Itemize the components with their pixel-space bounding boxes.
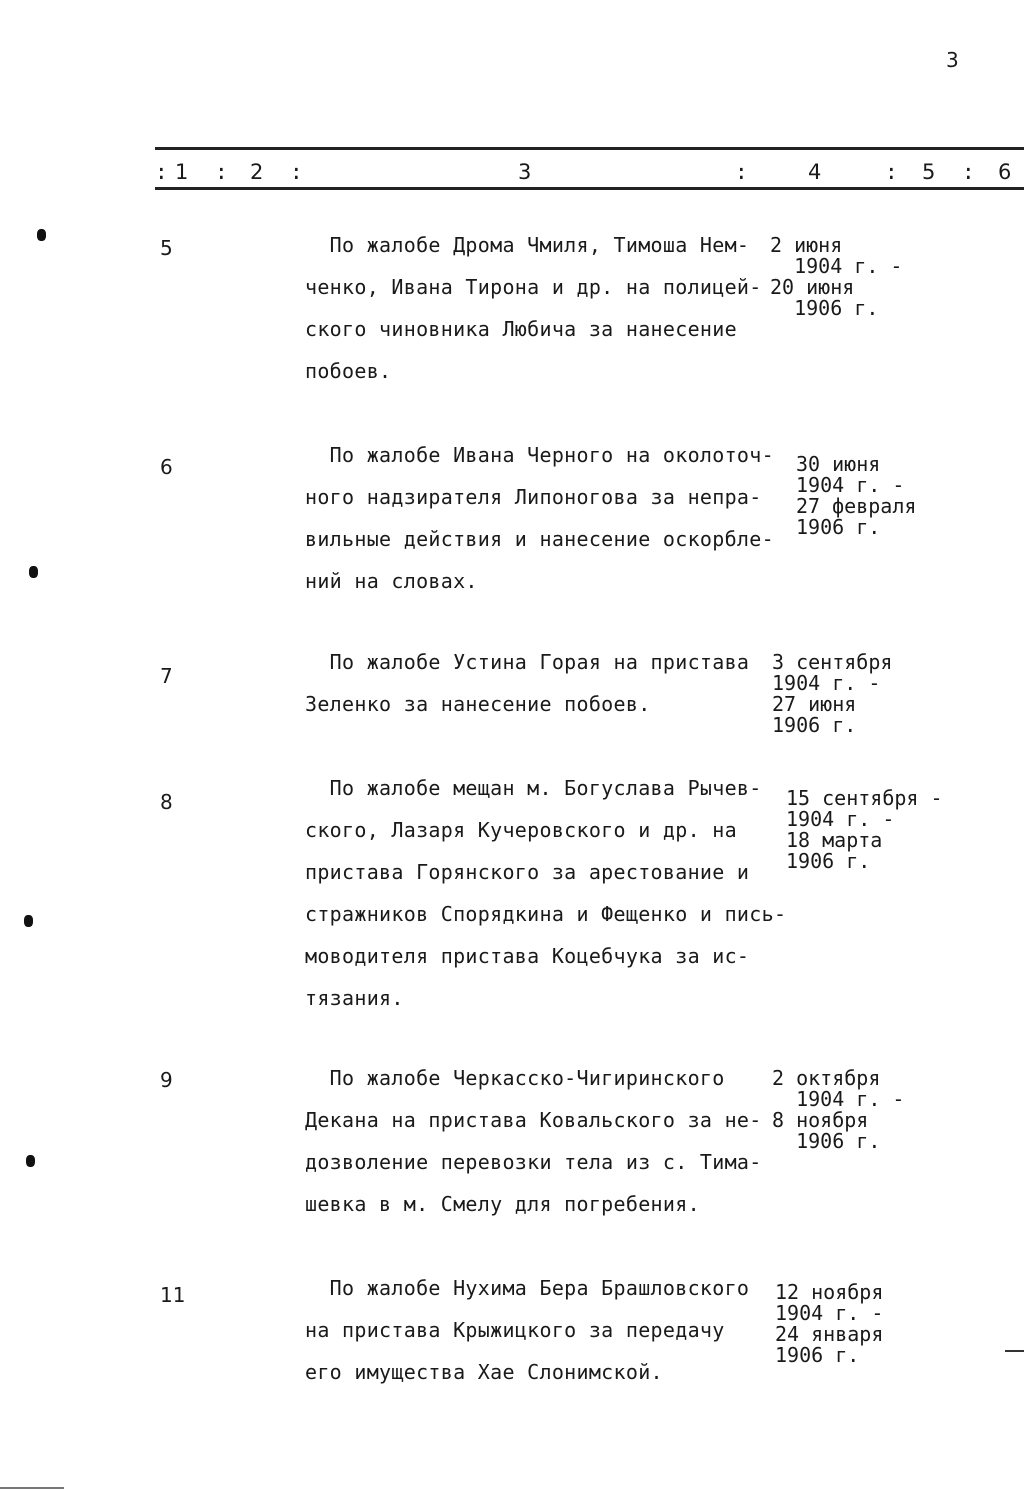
column-header-3: 3: [518, 160, 532, 184]
column-header-4: 4: [808, 160, 822, 184]
row-number: 5: [160, 236, 173, 260]
row-dates: 2 июня 1904 г. - 20 июня 1906 г.: [770, 233, 903, 320]
scan-artifact-line: [0, 1487, 64, 1489]
row-description: По жалобе Устина Горая на пристава Зеленко за нанесение побоев.: [305, 650, 750, 716]
row-number: 7: [160, 664, 173, 688]
column-separator: :: [885, 160, 898, 184]
column-header-6: 6: [998, 160, 1012, 184]
row-dates: 2 октября 1904 г. - 8 ноября 1906 г.: [772, 1066, 905, 1153]
column-header-5: 5: [922, 160, 936, 184]
row-dates: 3 сентября 1904 г. - 27 июня 1906 г.: [772, 650, 893, 737]
column-separator: :: [215, 160, 228, 184]
header-rule-bottom: [155, 187, 1024, 190]
binding-hole-mark: [29, 566, 38, 578]
header-rule-top: [155, 147, 1024, 150]
binding-hole-mark: [24, 915, 33, 927]
row-number: 6: [160, 455, 173, 479]
column-separator: :: [155, 160, 168, 184]
row-number: 9: [160, 1068, 173, 1092]
binding-hole-mark: [37, 229, 46, 241]
row-number: 8: [160, 790, 173, 814]
row-number: 11: [160, 1283, 186, 1307]
row-description: По жалобе Дрома Чмиля, Тимоша Нем- ченко, Ивана Тирона и др. на полицей- ского чиновника Любича за нанесение побоев.: [305, 233, 762, 383]
column-header-2: 2: [250, 160, 264, 184]
column-separator: :: [735, 160, 748, 184]
row-description: По жалобе Ивана Черного на околоточ- ного надзирателя Липоногова за непра- вильные действия и нанесение оскорбле- ний на словах.: [305, 443, 774, 593]
column-separator: :: [962, 160, 975, 184]
column-header-1: 1: [175, 160, 189, 184]
scan-artifact-line: [1005, 1350, 1024, 1352]
row-dates: 30 июня 1904 г. - 27 февраля 1906 г.: [796, 452, 917, 539]
row-dates: 12 ноября 1904 г. - 24 января 1906 г.: [775, 1280, 884, 1367]
row-description: По жалобе мещан м. Богуслава Рычев- ского, Лазаря Кучеровского и др. на пристава Горянского за арестование и стражников Спорядкина и Фещенко и пись- моводителя пристава Коцебчука за ис- тязания.: [305, 776, 787, 1010]
row-dates: 15 сентября - 1904 г. - 18 марта 1906 г.: [786, 786, 943, 873]
row-description: По жалобе Черкасско-Чигиринского Декана на пристава Ковальского за не- дозволение перевозки тела из с. Тима- шевка в м. Смелу для погребения.: [305, 1066, 762, 1216]
binding-hole-mark: [26, 1155, 35, 1167]
page-number: 3: [946, 48, 959, 72]
row-description: По жалобе Нухима Бера Брашловского на пристава Крыжицкого за передачу его имущества Хае Слонимской.: [305, 1276, 750, 1384]
column-separator: :: [290, 160, 303, 184]
